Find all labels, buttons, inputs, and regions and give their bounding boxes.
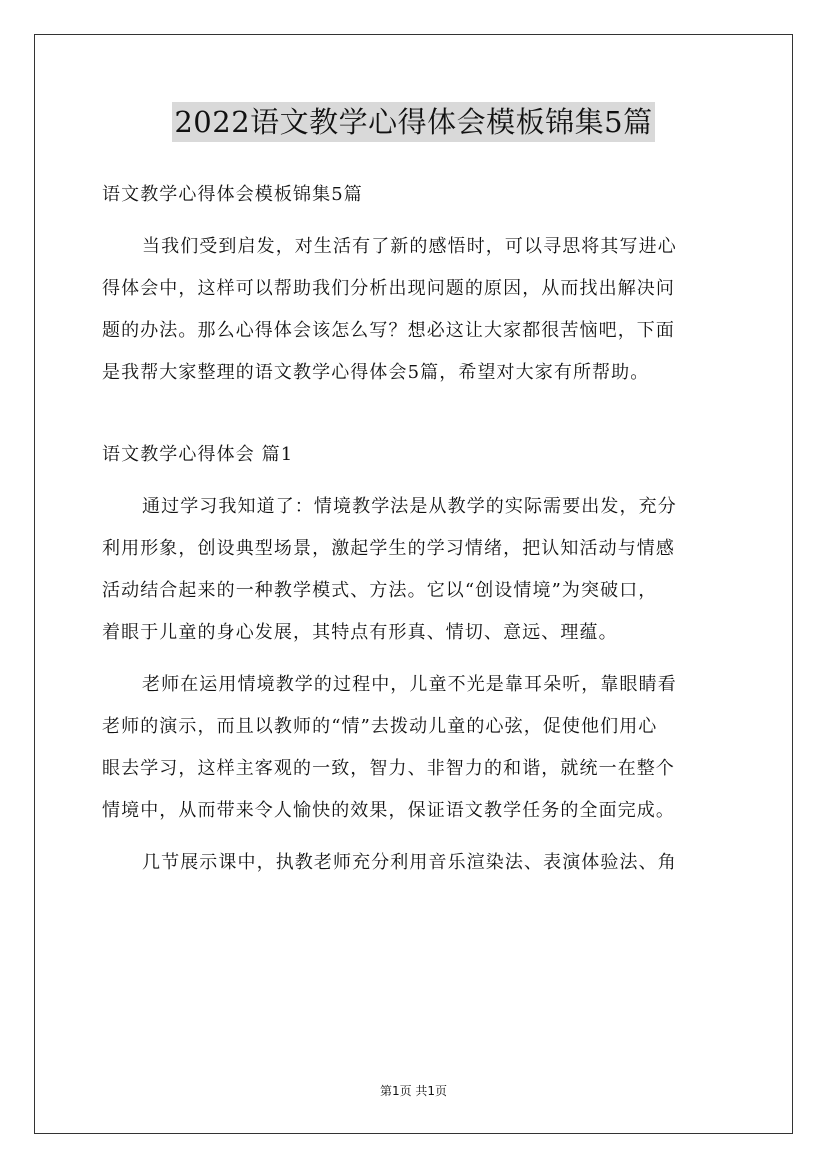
subtitle: 语文教学心得体会模板锦集5篇 xyxy=(102,184,363,205)
paragraph-line: 活动结合起来的一种教学模式、方法。它以“创设情境”为突破口， xyxy=(102,580,658,601)
page-footer xyxy=(0,1083,827,1099)
page-number: 第1页 共1页 xyxy=(379,1084,448,1098)
title-text: 2022语文教学心得体会模板锦集5篇 xyxy=(172,102,654,142)
intro-line: 是我帮大家整理的语文教学心得体会5篇，希望对大家有所帮助。 xyxy=(102,362,650,383)
paragraph-1 xyxy=(102,486,728,654)
intro-line: 当我们受到启发，对生活有了新的感悟时，可以寻思将其写进心 xyxy=(142,236,677,257)
document-body xyxy=(102,174,728,884)
paragraph-line: 眼去学习，这样主客观的一致，智力、非智力的和谐，就统一在整个 xyxy=(102,758,675,779)
paragraph-line: 利用形象，创设典型场景，激起学生的学习情绪，把认知活动与情感 xyxy=(102,538,675,559)
paragraph-line: 着眼于儿童的身心发展，其特点有形真、情切、意远、理蕴。 xyxy=(102,622,618,643)
paragraph-line: 情境中，从而带来令人愉快的效果，保证语文教学任务的全面完成。 xyxy=(102,800,675,821)
document-title xyxy=(0,102,827,147)
paragraph-line: 几节展示课中，执教老师充分利用音乐渲染法、表演体验法、角 xyxy=(142,852,677,873)
section-heading: 语文教学心得体会 篇1 xyxy=(102,444,294,465)
paragraph-line: 老师在运用情境教学的过程中，儿童不光是靠耳朵听，靠眼睛看 xyxy=(142,674,677,695)
paragraph-line: 老师的演示，而且以教师的“情”去拨动儿童的心弦，促使他们用心 xyxy=(102,716,658,737)
intro-line: 得体会中，这样可以帮助我们分析出现问题的原因，从而找出解决问 xyxy=(102,278,675,299)
intro-paragraph xyxy=(102,226,728,394)
paragraph-3 xyxy=(102,842,728,884)
intro-line: 题的办法。那么心得体会该怎么写？想必这让大家都很苦恼吧，下面 xyxy=(102,320,675,341)
paragraph-line: 通过学习我知道了：情境教学法是从教学的实际需要出发，充分 xyxy=(142,496,677,517)
paragraph-2 xyxy=(102,664,728,832)
